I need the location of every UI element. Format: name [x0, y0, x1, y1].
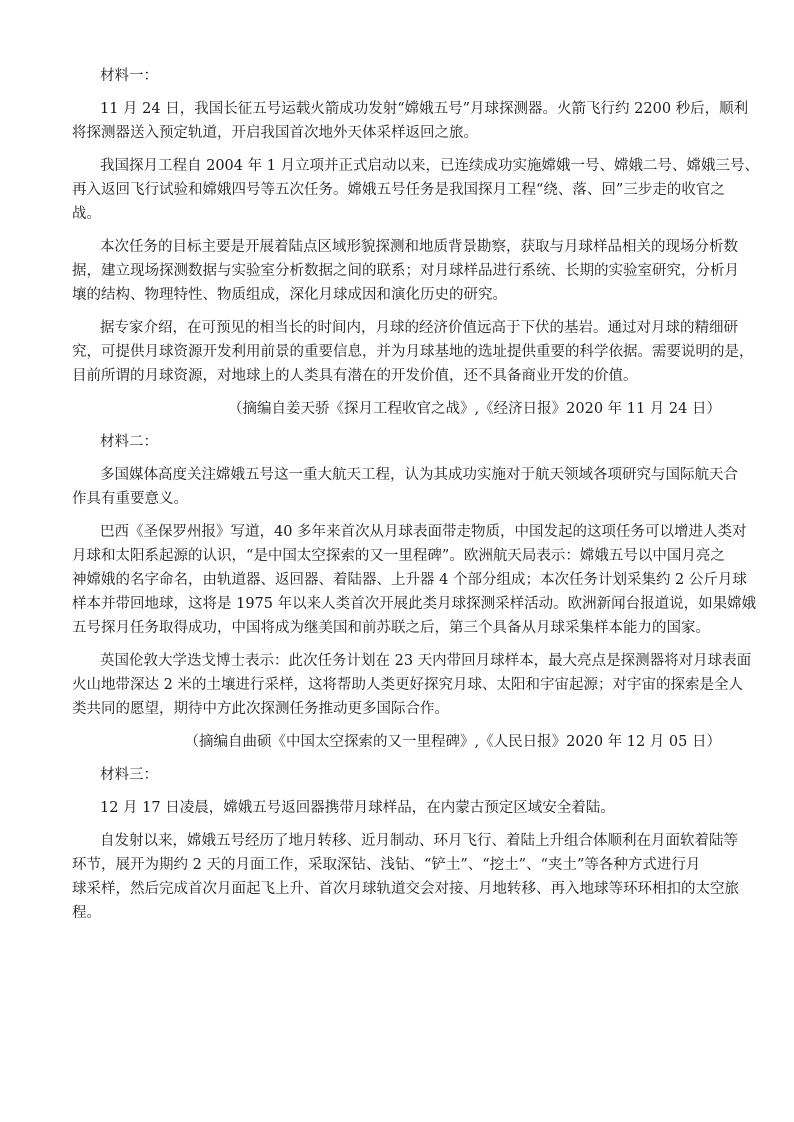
document-page: [72, 64, 760, 934]
text-line: 作具有重要意义。: [72, 491, 188, 507]
material-1-label: 材料一：: [100, 68, 158, 84]
material-1-paragraph-3: [72, 235, 739, 307]
text-line: 究，可提供月球资源开发利用前景的重要信息，并为月球基地的选址提供重要的科学依据。需要说明的是，: [72, 344, 754, 360]
text-line: 12 月 17 日凌晨，嫦娥五号返回器携带月球样品，在内蒙古预定区域安全着陆。: [100, 800, 615, 816]
text-line: 火山地带深达 2 米的土壤进行采样，这将帮助人类更好探究月球、太阳和宇宙起源；对宇宙的探索是全人: [72, 677, 743, 693]
material-1-paragraph-2: [72, 154, 760, 226]
material-2-source: （摘编自曲硕《中国太空探索的又一里程碑》,《人民日报》2020 年 12 月 05 日）: [184, 734, 721, 750]
material-3-paragraph-1: [96, 796, 721, 820]
text-line: 11 月 24 日，我国长征五号运载火箭成功发射“嫦娥五号”月球探测器。火箭飞行约 2200 秒后，顺利: [100, 101, 749, 117]
text-line: 我国探月工程自 2004 年 1 月立项并正式启动以来，已连续成功实施嫦娥一号、嫦娥二号、嫦娥三号、: [100, 158, 760, 174]
text-line: 壤的结构、物理特性、物质组成，深化月球成因和演化历史的研究。: [72, 287, 507, 303]
material-2-label: 材料二：: [100, 434, 158, 450]
material-2-paragraph-1: [72, 463, 738, 511]
text-line: 英国伦敦大学迭戈博士表示：此次任务计划在 23 天内带回月球样本，最大亮点是探测器将对月球表面: [100, 653, 752, 669]
text-line: 多国媒体高度关注嫦娥五号这一重大航天工程，认为其成功实施对于航天领域各项研究与国际航天合: [100, 467, 738, 483]
material-2-source-block: [96, 730, 721, 754]
text-line: 样本并带回地球，这将是 1975 年以来人类首次开展此类月球探测采样活动。欧洲新闻台报道说，如果嫦娥: [72, 596, 757, 612]
text-line: 本次任务的目标主要是开展着陆点区域形貌探测和地质背景勘察，获取与月球样品相关的现场分析数: [100, 239, 738, 255]
text-line: 环节，展开为期约 2 天的月面工作，采取深钻、浅钻、“铲土”、“挖土”、“夹土”等各种方式进行月: [72, 857, 701, 873]
material-1-label-block: [96, 64, 721, 88]
material-3-paragraph-2: [72, 829, 739, 925]
material-2-paragraph-3: [72, 649, 752, 721]
material-2-label-block: [96, 430, 721, 454]
text-line: 再入返回飞行试验和嫦娥四号等五次任务。嫦娥五号任务是我国探月工程“绕、落、回”三步走的收官之: [72, 182, 725, 198]
material-1-paragraph-1: [72, 97, 749, 145]
text-line: 巴西《圣保罗州报》写道，40 多年来首次从月球表面带走物质，中国发起的这项任务可以增进人类对: [100, 524, 747, 540]
text-line: 据专家介绍，在可预见的相当长的时间内，月球的经济价值远高于下伏的基岩。通过对月球的精细研: [100, 320, 738, 336]
text-line: 目前所谓的月球资源，对地球上的人类具有潜在的开发价值，还不具备商业开发的价值。: [72, 368, 638, 384]
text-line: 神嫦娥的名字命名，由轨道器、返回器、着陆器、上升器 4 个部分组成；本次任务计划采集约 2 公斤月球: [72, 572, 747, 588]
material-1-source: （摘编自姜天骄《探月工程收官之战》,《经济日报》2020 年 11 月 24 日）: [228, 401, 721, 417]
material-3-label-block: [96, 763, 721, 787]
material-1-paragraph-4: [72, 316, 754, 388]
text-line: 据，建立现场探测数据与实验室分析数据之间的联系；对月球样品进行系统、长期的实验室研究，分析月: [72, 263, 739, 279]
text-line: 将探测器送入预定轨道，开启我国首次地外天体采样返回之旅。: [72, 125, 478, 141]
text-line: 类共同的愿望，期待中方此次探测任务推动更多国际合作。: [72, 701, 449, 717]
text-line: 月球和太阳系起源的认识，“是中国太空探索的又一里程碑”。欧洲航天局表示：嫦娥五号以中国月亮之: [72, 548, 725, 564]
material-3-label: 材料三：: [100, 767, 158, 783]
material-2-paragraph-2: [72, 520, 757, 640]
text-line: 五号探月任务取得成功，中国将成为继美国和前苏联之后，第三个具备从月球采集样本能力的国家。: [72, 620, 710, 636]
text-line: 程。: [72, 905, 101, 921]
text-line: 战。: [72, 206, 101, 222]
text-line: 球采样，然后完成首次月面起飞上升、首次月球轨道交会对接、月地转移、再入地球等环环相扣的太空旅: [72, 881, 739, 897]
material-1-source-block: [96, 397, 721, 421]
text-line: 自发射以来，嫦娥五号经历了地月转移、近月制动、环月飞行、着陆上升组合体顺利在月面软着陆等: [100, 833, 738, 849]
